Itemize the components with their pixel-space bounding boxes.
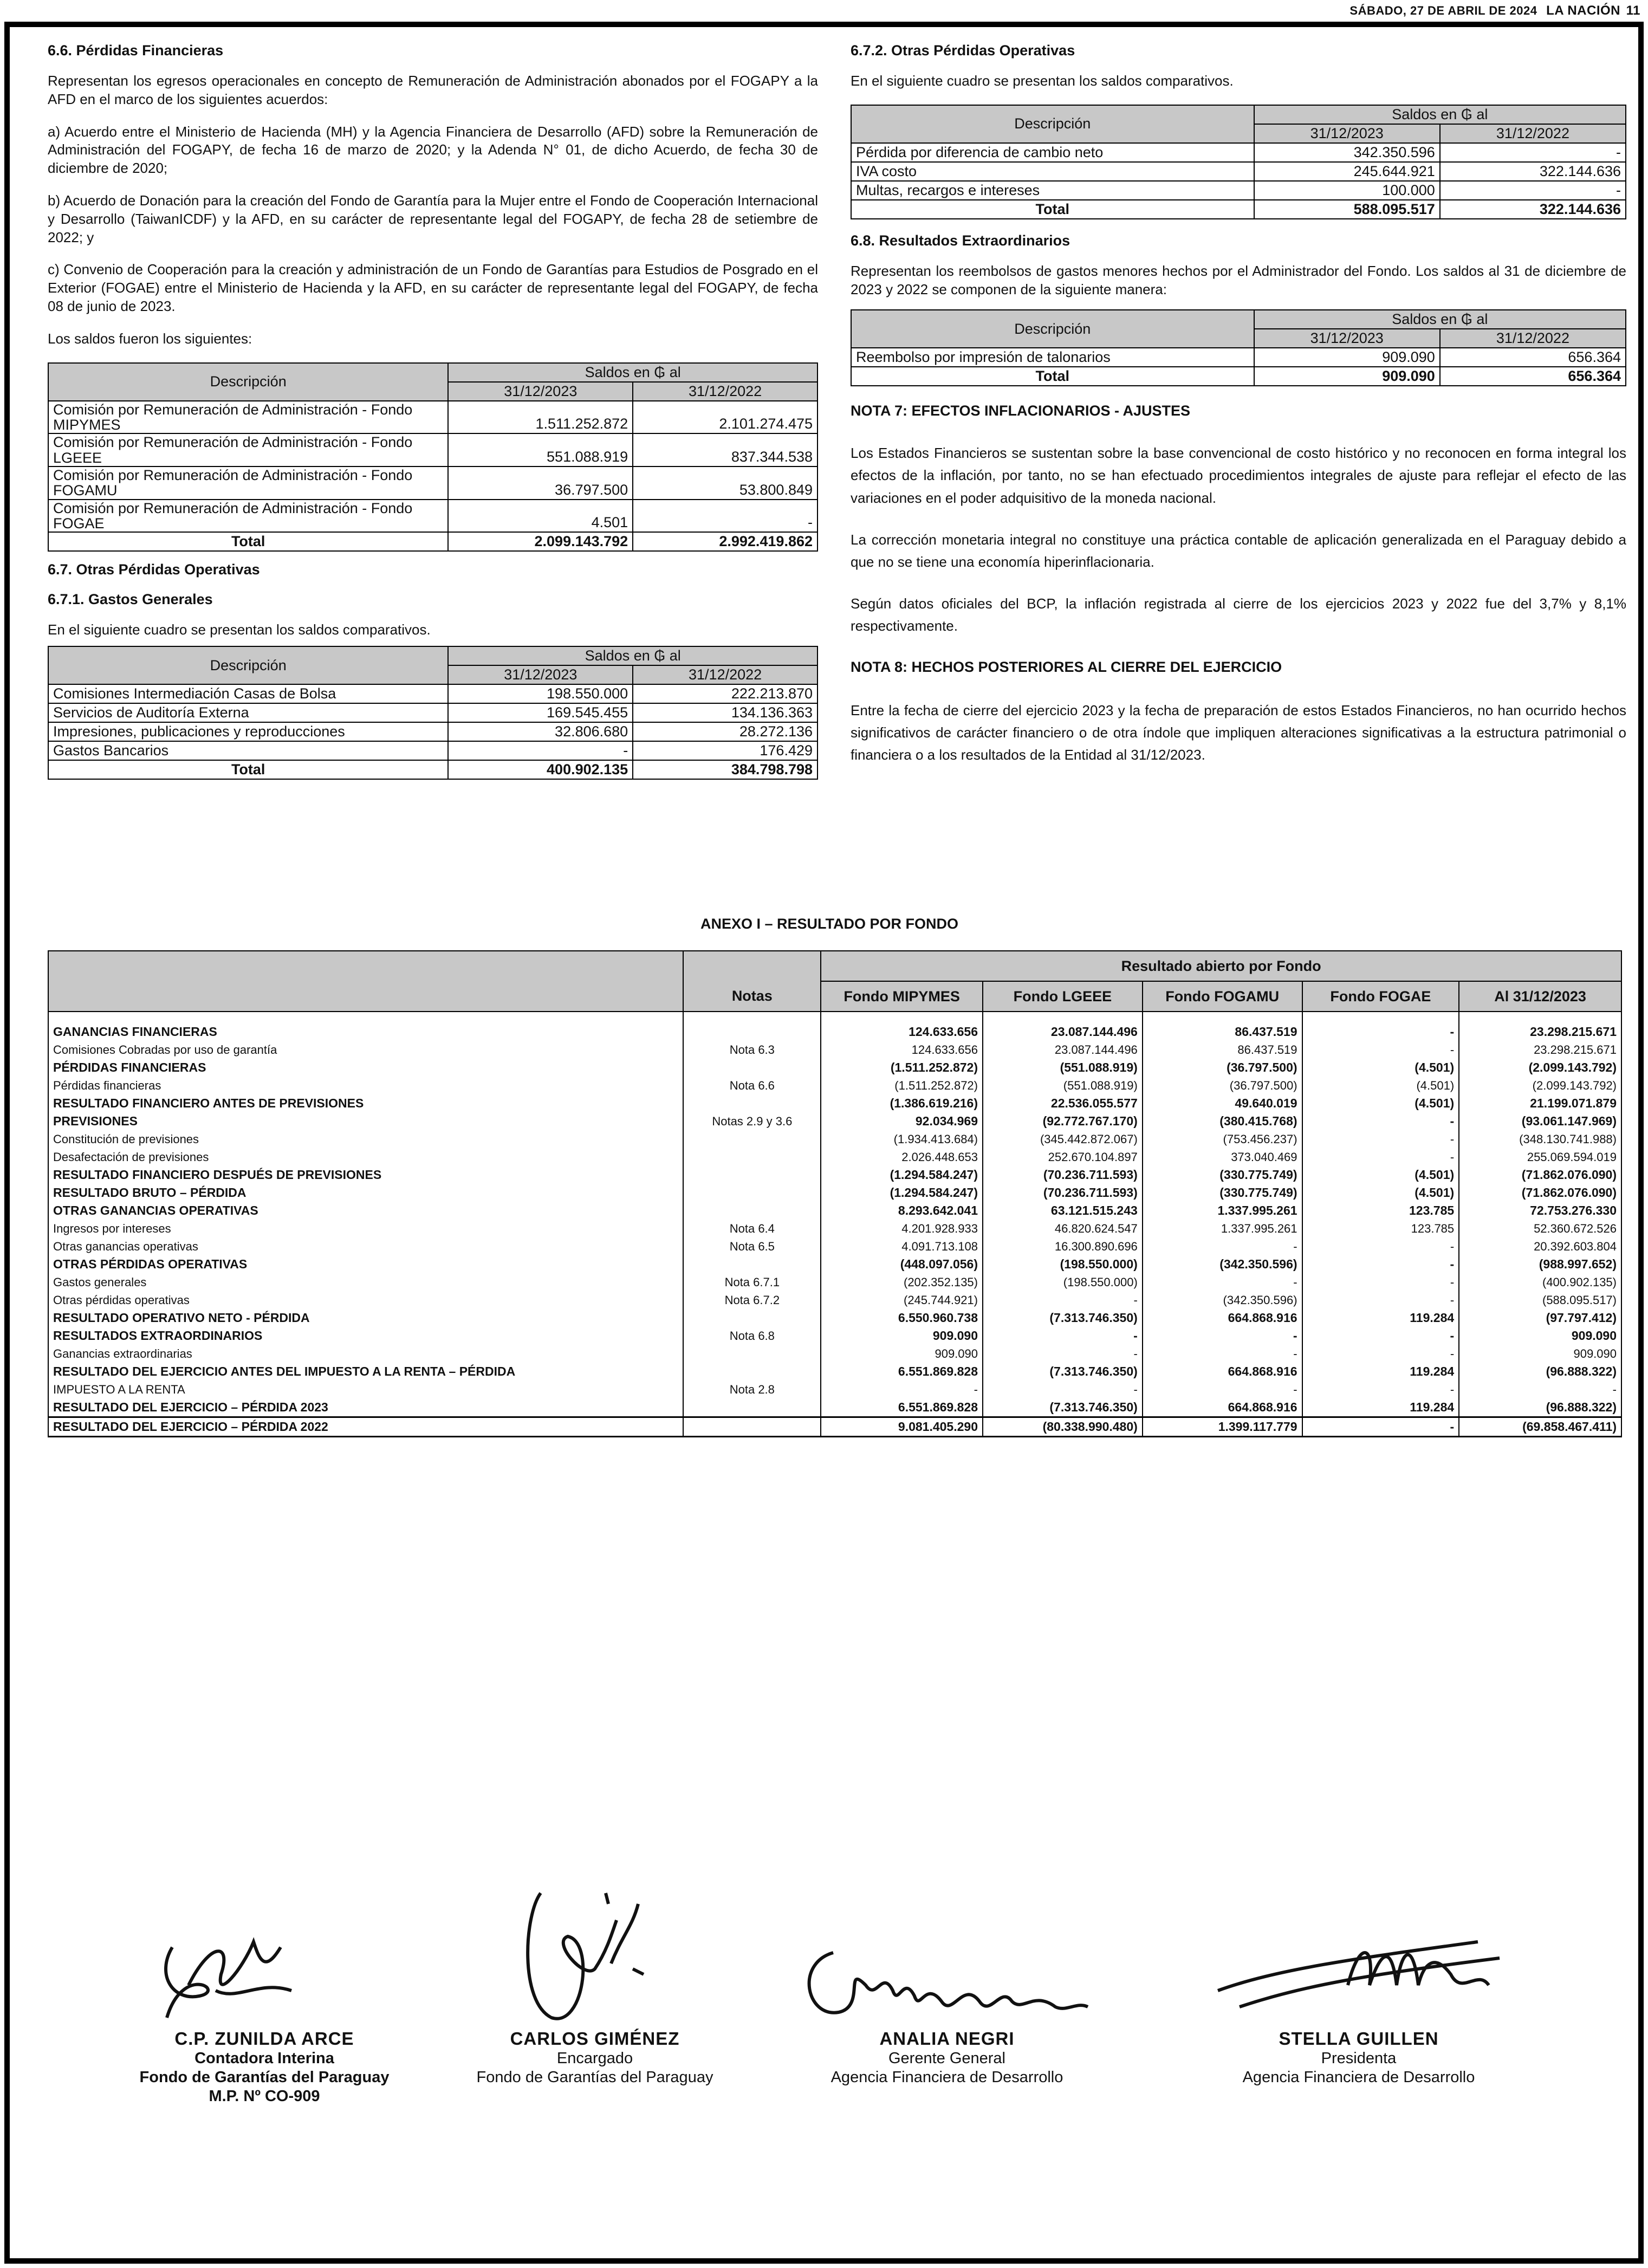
annex-row-value: 86.437.519 [1143, 1041, 1302, 1059]
annex-row-nota: Nota 6.5 [683, 1237, 821, 1255]
annex-row-label: OTRAS PÉRDIDAS OPERATIVAS [48, 1255, 683, 1273]
section-title: 6.8. Resultados Extraordinarios [851, 232, 1070, 249]
signer-line: Gerente General [888, 2050, 1005, 2067]
paragraph: c) Convenio de Cooperación para la creación y administración de un Fondo de Garantías para Estudios de Posgrado en el Exterior (FOGAE) entre el Ministerio de Hacienda y la AFD, en su carácter de representante legal del FOGAPY, de fecha 08 de junio de 2023. [48, 261, 818, 314]
annex-row-value: 255.069.594.019 [1459, 1148, 1621, 1166]
annex-row-value: - [1143, 1327, 1302, 1345]
annex-row-value: (330.775.749) [1143, 1184, 1302, 1202]
table-row: Gastos Bancarios - 176.429 [48, 741, 817, 760]
table-row: Multas, recargos e intereses 100.000 - [851, 181, 1626, 200]
annex-row-value: (1.386.619.216) [821, 1094, 983, 1112]
annex-row-value: 21.199.071.879 [1459, 1094, 1621, 1112]
annex-row-nota [683, 1345, 821, 1363]
annex-row-value: (202.352.135) [821, 1273, 983, 1291]
annex-row [48, 1237, 1621, 1255]
table-row: IVA costo 245.644.921 322.144.636 [851, 162, 1626, 181]
annex-row-label: Desafectación de previsiones [48, 1148, 683, 1166]
table-row: Comisión por Remuneración de Administración - Fondo MIPYMES 1.511.252.872 2.101.274.475 [48, 401, 817, 434]
annex-row-value: (70.236.711.593) [983, 1184, 1143, 1202]
annex-row-value: 52.360.672.526 [1459, 1220, 1621, 1237]
annex-row-value: (588.095.517) [1459, 1291, 1621, 1309]
annex-row-value: 373.040.469 [1143, 1148, 1302, 1166]
annex-row [48, 1417, 1621, 1437]
annex-row-value: (80.338.990.480) [983, 1417, 1143, 1437]
annex-row [48, 1220, 1621, 1237]
annex-row-value: - [1302, 1273, 1459, 1291]
annex-row-value: (245.744.921) [821, 1291, 983, 1309]
signer-line: Agencia Financiera de Desarrollo [1242, 2068, 1475, 2086]
annex-row [48, 1094, 1621, 1112]
annex-row-value: (1.511.252.872) [821, 1077, 983, 1094]
annex-row-nota: Nota 6.4 [683, 1220, 821, 1237]
annex-row-value: (345.442.872.067) [983, 1130, 1143, 1148]
annex-row-value: - [1302, 1012, 1459, 1041]
signer-name: CARLOS GIMÉNEZ [510, 2029, 680, 2049]
annex-row-value: - [1459, 1381, 1621, 1398]
signer-name: C.P. ZUNILDA ARCE [174, 2029, 354, 2049]
annex-row-label: Comisiones Cobradas por uso de garantía [48, 1041, 683, 1059]
annex-row-value: - [983, 1381, 1143, 1398]
annex-row-value: (342.350.596) [1143, 1255, 1302, 1273]
annex-row [48, 1255, 1621, 1273]
col-header-date: 31/12/2022 [633, 665, 817, 684]
annex-row-value: (448.097.056) [821, 1255, 983, 1273]
annex-row-value: 2.026.448.653 [821, 1148, 983, 1166]
annex-row-nota [683, 1398, 821, 1417]
annex-row-value: 6.551.869.828 [821, 1363, 983, 1381]
annex-row-label: RESULTADO BRUTO – PÉRDIDA [48, 1184, 683, 1202]
annex-col-header: Fondo LGEEE [983, 981, 1143, 1012]
paragraph: La corrección monetaria integral no constituye una práctica contable de aplicación generalizada en el Paraguay debido a que no se tiene una economía hiperinflacionaria. [851, 531, 1626, 570]
section-title: NOTA 8: HECHOS POSTERIORES AL CIERRE DEL EJERCICIO [851, 658, 1282, 675]
annex-row-value: (2.099.143.792) [1459, 1077, 1621, 1094]
annex-row-label: Ingresos por intereses [48, 1220, 683, 1237]
table-total-row: Total 400.902.135 384.798.798 [48, 760, 817, 779]
annex-header-notas: Notas [683, 951, 821, 1012]
annex-row [48, 1327, 1621, 1345]
annex-row-value: 252.670.104.897 [983, 1148, 1143, 1166]
col-header-desc: Descripción [48, 363, 448, 401]
annex-row-value: (70.236.711.593) [983, 1166, 1143, 1184]
masthead-brand: LA NACIÓN [1546, 3, 1620, 18]
signer-line: Fondo de Garantías del Paraguay [139, 2068, 390, 2086]
annex-row-label: Otras ganancias operativas [48, 1237, 683, 1255]
annex-row-value: (71.862.076.090) [1459, 1166, 1621, 1184]
paragraph: Representan los egresos operacionales en concepto de Remuneración de Administración abonados por el FOGAPY a la AFD en el marco de los siguientes acuerdos: [48, 73, 818, 107]
table-row: Impresiones, publicaciones y reproducciones 32.806.680 28.272.136 [48, 722, 817, 741]
paragraph: Los saldos fueron los siguientes: [48, 330, 252, 347]
annex-row-value: 1.337.995.261 [1143, 1202, 1302, 1220]
annex-row-value: 92.034.969 [821, 1112, 983, 1130]
annex-row-label: Pérdidas financieras [48, 1077, 683, 1094]
annex-row-value: - [1302, 1237, 1459, 1255]
annex-row-value: 1.399.117.779 [1143, 1417, 1302, 1437]
annex-row-label: IMPUESTO A LA RENTA [48, 1381, 683, 1398]
annex-row-value: 22.536.055.577 [983, 1094, 1143, 1112]
annex-row-value: 664.868.916 [1143, 1363, 1302, 1381]
table-resultados-extraordinarios [851, 309, 1626, 386]
annex-row-value: - [983, 1327, 1143, 1345]
annex-row-value: 16.300.890.696 [983, 1237, 1143, 1255]
annex-row-nota: Nota 6.3 [683, 1041, 821, 1059]
annex-row-label: RESULTADO DEL EJERCICIO ANTES DEL IMPUESTO A LA RENTA – PÉRDIDA [48, 1363, 683, 1381]
annex-row-value: - [1302, 1148, 1459, 1166]
annex-row [48, 1184, 1621, 1202]
annex-row-value: 4.201.928.933 [821, 1220, 983, 1237]
annex-row-value: (71.862.076.090) [1459, 1184, 1621, 1202]
paragraph: Según datos oficiales del BCP, la inflación registrada al cierre de los ejercicios 2023 y 2022 fue del 3,7% y 8,1% respectivamente. [851, 595, 1626, 634]
section-title: NOTA 7: EFECTOS INFLACIONARIOS - AJUSTES [851, 403, 1191, 419]
col-header-date: 31/12/2022 [633, 382, 817, 401]
annex-row-value: (36.797.500) [1143, 1059, 1302, 1077]
paragraph: b) Acuerdo de Donación para la creación del Fondo de Garantía para la Mujer entre el Fondo de Cooperación Internacional y Desarrollo (TaiwanICDF) y la AFD, en su carácter de representante legal del FOGAPY, de fecha 28 de setiembre de 2022; y [48, 192, 818, 245]
annex-row-label: GANANCIAS FINANCIERAS [48, 1012, 683, 1041]
annex-row-value: 8.293.642.041 [821, 1202, 983, 1220]
paragraph: a) Acuerdo entre el Ministerio de Hacienda (MH) y la Agencia Financiera de Desarrollo (AFD) sobre la Remuneración de Administración del FOGAPY, de fecha 16 de marzo de 2020; y la Adenda N° 01, de dicho Acuerdo, de fecha 30 de diciembre de 2020; [48, 123, 818, 177]
left-column [48, 42, 818, 789]
annex-row-label: OTRAS GANANCIAS OPERATIVAS [48, 1202, 683, 1220]
annex-row-value: (1.294.584.247) [821, 1184, 983, 1202]
section-title: 6.6. Pérdidas Financieras [48, 42, 224, 59]
annex-row-label: RESULTADO DEL EJERCICIO – PÉRDIDA 2022 [48, 1417, 683, 1437]
annex-row-value: (988.997.652) [1459, 1255, 1621, 1273]
annex-row-value: 119.284 [1302, 1398, 1459, 1417]
annex-row [48, 1273, 1621, 1291]
annex-row-value: 49.640.019 [1143, 1094, 1302, 1112]
col-header-desc: Descripción [851, 105, 1254, 143]
annex-row-value: 909.090 [821, 1327, 983, 1345]
col-header-date: 31/12/2023 [1254, 329, 1440, 348]
annex-row-nota [683, 1255, 821, 1273]
annex-row-value: - [1302, 1130, 1459, 1148]
annex-row-nota [683, 1130, 821, 1148]
annex-row-value: (92.772.767.170) [983, 1112, 1143, 1130]
annex-row-value: 119.284 [1302, 1363, 1459, 1381]
annex-col-header: Al 31/12/2023 [1459, 981, 1621, 1012]
paragraph: Representan los reembolsos de gastos menores hechos por el Administrador del Fondo. Los saldos al 31 de diciembre de 2023 y 2022 se componen de la siguiente manera: [851, 262, 1626, 297]
annex-row-nota [683, 1094, 821, 1112]
table-row: Comisión por Remuneración de Administración - Fondo FOGAMU 36.797.500 53.800.849 [48, 466, 817, 500]
annex-row-value: (7.313.746.350) [983, 1363, 1143, 1381]
annex-row-nota: Nota 6.7.2 [683, 1291, 821, 1309]
annex-row-value: 86.437.519 [1143, 1012, 1302, 1041]
annex-row-value: (4.501) [1302, 1094, 1459, 1112]
col-header-date: 31/12/2022 [1440, 124, 1626, 143]
annex-row [48, 1041, 1621, 1059]
annex-row-label: RESULTADO FINANCIERO DESPUÉS DE PREVISIONES [48, 1166, 683, 1184]
col-header-saldos: Saldos en ₲ al [1254, 310, 1626, 329]
annex-row-value: (96.888.322) [1459, 1398, 1621, 1417]
right-column [851, 42, 1626, 780]
signature-scribble [1196, 1909, 1521, 2039]
signer-line: Fondo de Garantías del Paraguay [476, 2068, 713, 2086]
annex-title: ANEXO I – RESULTADO POR FONDO [700, 916, 959, 932]
annex-row-value: (2.099.143.792) [1459, 1059, 1621, 1077]
annex-row [48, 1148, 1621, 1166]
annex-row-nota: Nota 6.7.1 [683, 1273, 821, 1291]
annex-row-value: 23.298.215.671 [1459, 1041, 1621, 1059]
table-perdidas-financieras [48, 362, 818, 552]
annex-row [48, 1112, 1621, 1130]
annex-row [48, 1059, 1621, 1077]
annex-row-value: 664.868.916 [1143, 1309, 1302, 1327]
annex-row-nota [683, 1059, 821, 1077]
annex-row-value: 1.337.995.261 [1143, 1220, 1302, 1237]
annex-row-value: - [1302, 1381, 1459, 1398]
annex-col-header: Fondo MIPYMES [821, 981, 983, 1012]
annex-row-value: (4.501) [1302, 1059, 1459, 1077]
annex-row-value: (36.797.500) [1143, 1077, 1302, 1094]
annex-body [48, 1012, 1621, 1437]
annex-row-value: - [1302, 1417, 1459, 1437]
annex-row [48, 1345, 1621, 1363]
annex-row-value: 909.090 [1459, 1327, 1621, 1345]
annex-row-value: 123.785 [1302, 1202, 1459, 1220]
annex-row-nota [683, 1202, 821, 1220]
signer-line: Contadora Interina [194, 2050, 334, 2067]
annex-row-value: (753.456.237) [1143, 1130, 1302, 1148]
paragraph: Los Estados Financieros se sustentan sobre la base convencional de costo histórico y no reconocen en forma integral los efectos de la inflación, por tanto, no se han efectuado procedimientos integrales de ajuste para reflejar el efecto de las variaciones en el poder adquisitivo de la moneda nacional. [851, 445, 1626, 506]
annex-row-nota: Notas 2.9 y 3.6 [683, 1112, 821, 1130]
annex-row-value: - [1143, 1237, 1302, 1255]
signer-name: ANALIA NEGRI [879, 2029, 1015, 2049]
annex-row-value: (4.501) [1302, 1077, 1459, 1094]
annex-row [48, 1381, 1621, 1398]
signature-block [443, 2029, 747, 2087]
col-header-saldos: Saldos en ₲ al [1254, 105, 1626, 124]
signature-block [113, 2029, 416, 2105]
signature-block [784, 2029, 1110, 2087]
annex-row-value: (342.350.596) [1143, 1291, 1302, 1309]
annex-row-nota [683, 1148, 821, 1166]
col-header-date: 31/12/2023 [448, 665, 633, 684]
signer-line: M.P. Nº CO-909 [209, 2087, 320, 2105]
annex-row [48, 1166, 1621, 1184]
annex-row-label: Gastos generales [48, 1273, 683, 1291]
annex-row-label: RESULTADO DEL EJERCICIO – PÉRDIDA 2023 [48, 1398, 683, 1417]
section-title: 6.7.2. Otras Pérdidas Operativas [851, 42, 1075, 59]
annex-row-value: - [983, 1345, 1143, 1363]
section-title: 6.7. Otras Pérdidas Operativas [48, 561, 260, 578]
table-total-row: Total 2.099.143.792 2.992.419.862 [48, 532, 817, 551]
table-row: Comisiones Intermediación Casas de Bolsa 198.550.000 222.213.870 [48, 684, 817, 703]
signature-block [1196, 2029, 1521, 2087]
annex-row-value: - [1143, 1381, 1302, 1398]
annex-row [48, 1309, 1621, 1327]
annex-row-value: 23.087.144.496 [983, 1012, 1143, 1041]
annex-table [48, 950, 1622, 1437]
annex-row-value: - [1302, 1255, 1459, 1273]
col-header-date: 31/12/2022 [1440, 329, 1626, 348]
signer-line: Encargado [556, 2050, 633, 2067]
paragraph: Entre la fecha de cierre del ejercicio 2023 y la fecha de preparación de estos Estados Financieros, no han ocurrido hechos significativos de carácter financiero o de otra índole que impliquen alteraciones significativas a la estructura patrimonial o financiera o a los resultados de la Entidad al 31/12/2023. [851, 702, 1626, 763]
annex-row-label: PÉRDIDAS FINANCIERAS [48, 1059, 683, 1077]
paragraph: En el siguiente cuadro se presentan los saldos comparativos. [48, 621, 431, 638]
annex-row-label: PREVISIONES [48, 1112, 683, 1130]
table-row: Servicios de Auditoría Externa 169.545.455 134.136.363 [48, 703, 817, 722]
annex-row-value: 4.091.713.108 [821, 1237, 983, 1255]
annex-row-value: 6.550.960.738 [821, 1309, 983, 1327]
annex-row-value: 23.298.215.671 [1459, 1012, 1621, 1041]
annex-row-value: - [1302, 1112, 1459, 1130]
annex-row-nota: Nota 2.8 [683, 1381, 821, 1398]
signer-line: Agencia Financiera de Desarrollo [831, 2068, 1063, 2086]
page-number: 11 [1626, 3, 1640, 18]
annex-row [48, 1012, 1621, 1041]
annex-row-label: Ganancias extraordinarias [48, 1345, 683, 1363]
annex-row-label: RESULTADO FINANCIERO ANTES DE PREVISIONES [48, 1094, 683, 1112]
annex-row-value: 123.785 [1302, 1220, 1459, 1237]
annex-row-value: (1.934.413.684) [821, 1130, 983, 1148]
annex-row-value: 9.081.405.290 [821, 1417, 983, 1437]
annex-row-value: 124.633.656 [821, 1041, 983, 1059]
page-frame [4, 22, 1644, 2264]
table-row: Pérdida por diferencia de cambio neto 342.350.596 - [851, 143, 1626, 162]
col-header-date: 31/12/2023 [1254, 124, 1440, 143]
annex-col-header: Fondo FOGAMU [1143, 981, 1302, 1012]
annex-row [48, 1202, 1621, 1220]
annex-row-value: (1.294.584.247) [821, 1166, 983, 1184]
annex-row-value: 909.090 [821, 1345, 983, 1363]
annex-row-nota [683, 1012, 821, 1041]
table-gastos-generales [48, 646, 818, 780]
annex-row-value: (93.061.147.969) [1459, 1112, 1621, 1130]
annex-row-value: 63.121.515.243 [983, 1202, 1143, 1220]
annex-row-value: 124.633.656 [821, 1012, 983, 1041]
signature-scribble [151, 1909, 313, 2039]
annex-row-value: (97.797.412) [1459, 1309, 1621, 1327]
annex-row-value: - [1143, 1273, 1302, 1291]
col-header-saldos: Saldos en ₲ al [448, 646, 817, 665]
annex-row-value: 20.392.603.804 [1459, 1237, 1621, 1255]
signature-scribble [503, 1871, 665, 2034]
annex-row-value: 664.868.916 [1143, 1398, 1302, 1417]
annex-row-value: - [983, 1291, 1143, 1309]
masthead-date: SÁBADO, 27 DE ABRIL DE 2024 [1349, 4, 1537, 17]
annex-row-label: Constitución de previsiones [48, 1130, 683, 1148]
table-total-row: Total 588.095.517 322.144.636 [851, 200, 1626, 219]
col-header-desc: Descripción [851, 310, 1254, 348]
annex-row [48, 1077, 1621, 1094]
annex-row-value: (7.313.746.350) [983, 1398, 1143, 1417]
annex-row-nota: Nota 6.8 [683, 1327, 821, 1345]
annex-row [48, 1398, 1621, 1417]
table-row: Comisión por Remuneración de Administración - Fondo LGEEE 551.088.919 837.344.538 [48, 433, 817, 466]
annex-row-value: - [1302, 1345, 1459, 1363]
annex-row-label: Otras pérdidas operativas [48, 1291, 683, 1309]
paragraph: En el siguiente cuadro se presentan los saldos comparativos. [851, 73, 1234, 89]
table-total-row: Total 909.090 656.364 [851, 367, 1626, 386]
annex-row-label: RESULTADO OPERATIVO NETO - PÉRDIDA [48, 1309, 683, 1327]
col-header-saldos: Saldos en ₲ al [448, 363, 817, 382]
annex-row-value: 72.753.276.330 [1459, 1202, 1621, 1220]
col-header-date: 31/12/2023 [448, 382, 633, 401]
annex-row-value: (7.313.746.350) [983, 1309, 1143, 1327]
annex-col-header: Fondo FOGAE [1302, 981, 1459, 1012]
annex-row-value: (380.415.768) [1143, 1112, 1302, 1130]
annex-header-group: Resultado abierto por Fondo [821, 951, 1621, 981]
annex-row-value: - [1143, 1345, 1302, 1363]
annex-row-value: (198.550.000) [983, 1273, 1143, 1291]
col-header-desc: Descripción [48, 646, 448, 684]
annex-row-value: 46.820.624.547 [983, 1220, 1143, 1237]
annex-row-value: 6.551.869.828 [821, 1398, 983, 1417]
annex-row-label: RESULTADOS EXTRAORDINARIOS [48, 1327, 683, 1345]
annex-row-value: - [821, 1381, 983, 1398]
annex-row-nota [683, 1184, 821, 1202]
signer-line: Presidenta [1321, 2050, 1397, 2067]
annex-row-value: (330.775.749) [1143, 1166, 1302, 1184]
annex-row [48, 1130, 1621, 1148]
annex-row-nota [683, 1363, 821, 1381]
annex-row-value: 909.090 [1459, 1345, 1621, 1363]
signer-name: STELLA GUILLEN [1279, 2029, 1439, 2049]
annex-row [48, 1363, 1621, 1381]
annex-row-value: 23.087.144.496 [983, 1041, 1143, 1059]
table-otras-perdidas [851, 105, 1626, 219]
section-title: 6.7.1. Gastos Generales [48, 591, 213, 608]
annex-row-nota: Nota 6.6 [683, 1077, 821, 1094]
annex-row-value: (4.501) [1302, 1166, 1459, 1184]
annex-row-value: (69.858.467.411) [1459, 1417, 1621, 1437]
table-row: Reembolso por impresión de talonarios 909.090 656.364 [851, 348, 1626, 367]
annex-row-value: 119.284 [1302, 1309, 1459, 1327]
annex-row-nota [683, 1309, 821, 1327]
annex-row-value: (400.902.135) [1459, 1273, 1621, 1291]
signature-scribble [784, 1920, 1110, 2039]
annex-row-nota [683, 1166, 821, 1184]
annex-row-value: (551.088.919) [983, 1077, 1143, 1094]
table-row: Comisión por Remuneración de Administración - Fondo FOGAE 4.501 - [48, 500, 817, 533]
annex-row-nota [683, 1417, 821, 1437]
annex-row-value: (1.511.252.872) [821, 1059, 983, 1077]
annex-row-value: (96.888.322) [1459, 1363, 1621, 1381]
annex-row-value: - [1302, 1291, 1459, 1309]
annex-row-value: (551.088.919) [983, 1059, 1143, 1077]
annex-header-blank [48, 951, 683, 1012]
annex-row-value: (198.550.000) [983, 1255, 1143, 1273]
annex-row-value: (348.130.741.988) [1459, 1130, 1621, 1148]
annex-row [48, 1291, 1621, 1309]
annex-row-value: (4.501) [1302, 1184, 1459, 1202]
annex-row-value: - [1302, 1327, 1459, 1345]
masthead [1349, 3, 1640, 18]
annex-row-value: - [1302, 1041, 1459, 1059]
